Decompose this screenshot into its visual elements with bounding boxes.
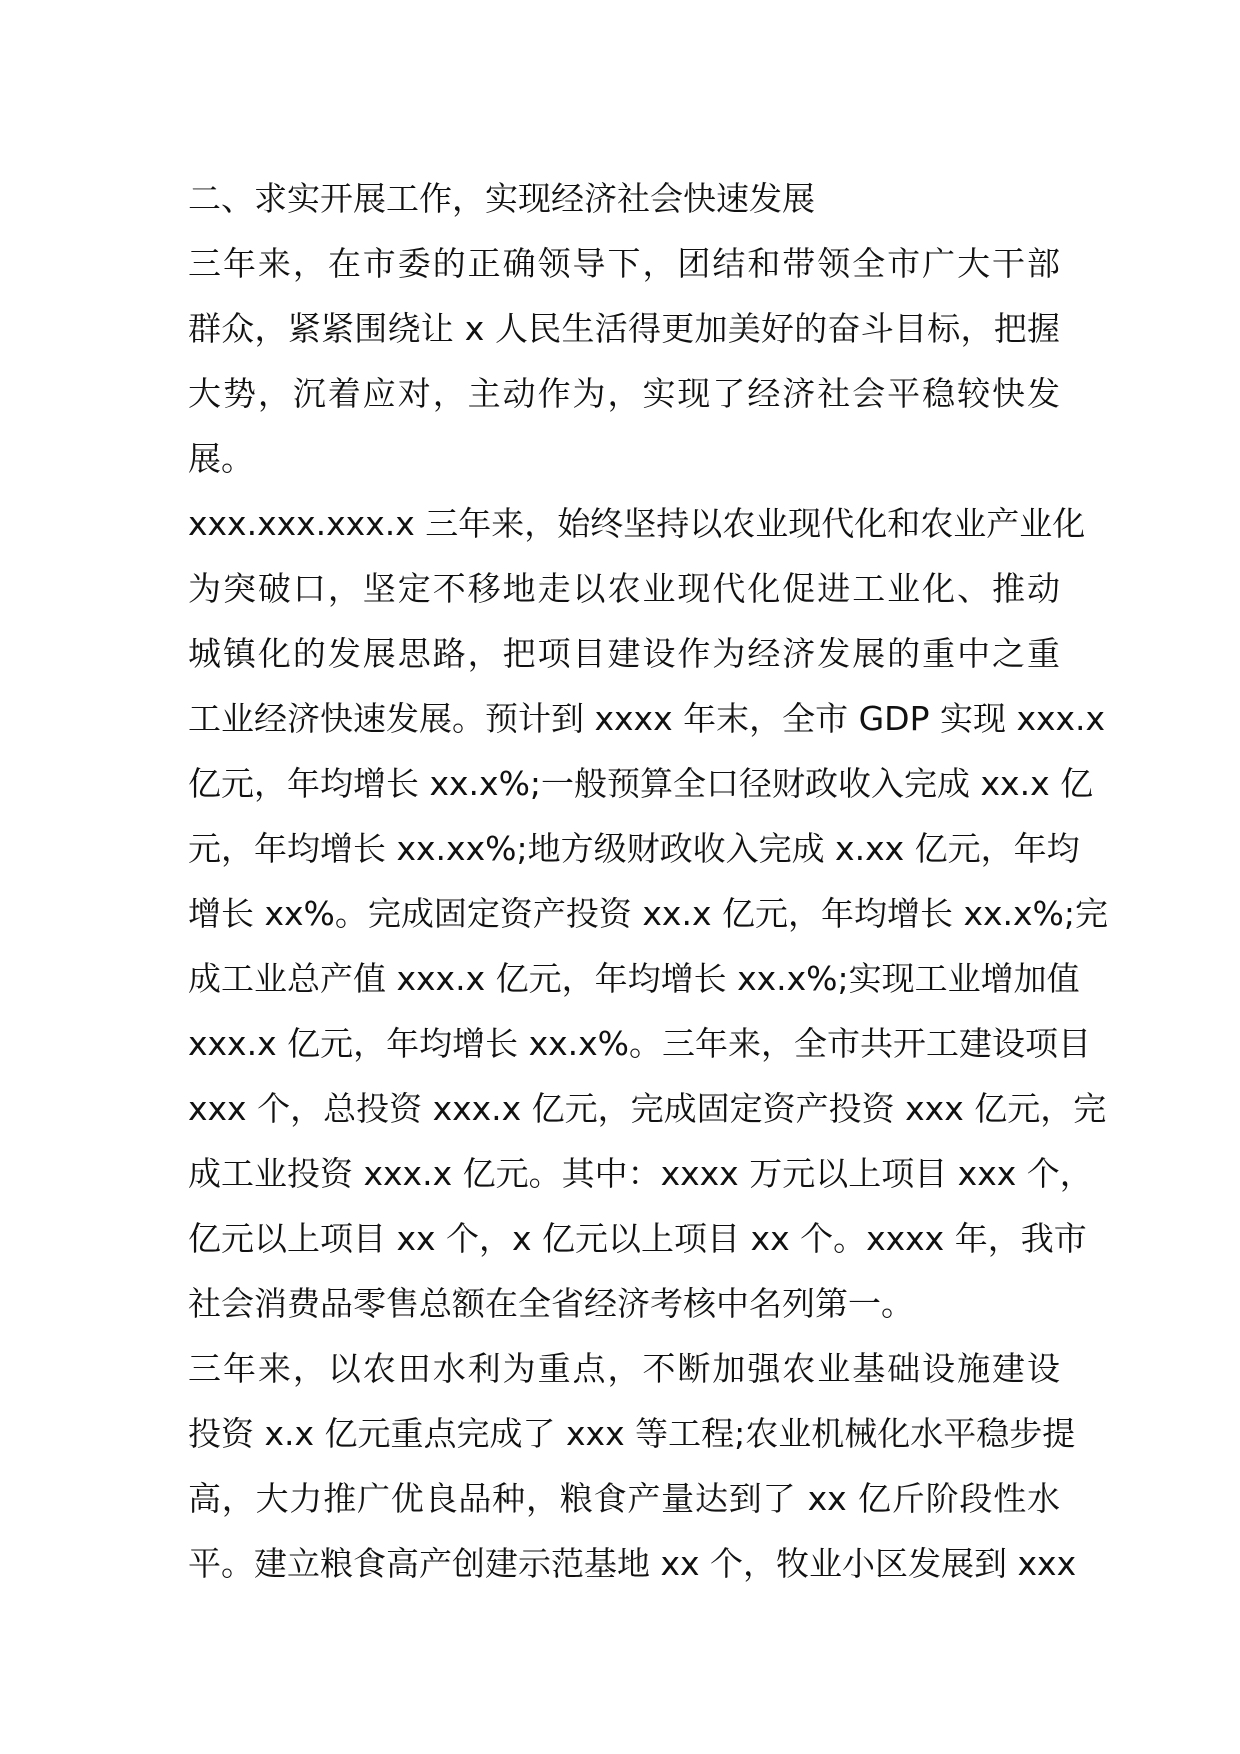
text-line: 增长 xx%。完成固定资产投资 xx.x 亿元，年均增长 xx.x%;完: [188, 894, 1109, 933]
text-line: xxx.xxx.xxx.x 三年来，始终坚持以农业现代化和农业产业化: [188, 504, 1086, 543]
document-body: [188, 166, 1109, 1596]
paragraph-1: [188, 231, 1060, 491]
text-line: 高，大力推广优良品种，粮食产量达到了 xx 亿斤阶段性水: [188, 1479, 1060, 1518]
text-line: 亿元以上项目 xx 个，x 亿元以上项目 xx 个。xxxx 年，我市: [188, 1219, 1087, 1258]
text-line: 三年来，在市委的正确领导下，团结和带领全市广大干部: [188, 244, 1060, 283]
text-line: 大势，沉着应对，主动作为，实现了经济社会平稳较快发: [188, 374, 1060, 413]
text-line: 投资 x.x 亿元重点完成了 xxx 等工程;农业机械化水平稳步提: [188, 1414, 1076, 1453]
paragraph-3: [188, 1336, 1077, 1596]
text-line: 群众，紧紧围绕让 x 人民生活得更加美好的奋斗目标，把握: [188, 309, 1060, 348]
text-line: 亿元，年均增长 xx.x%;一般预算全口径财政收入完成 xx.x 亿: [188, 764, 1094, 803]
text-line: 展。: [188, 439, 254, 478]
section-heading: 二、求实开展工作，实现经济社会快速发展: [188, 179, 815, 218]
text-line: xxx.x 亿元，年均增长 xx.x%。三年来，全市共开工建设项目: [188, 1024, 1092, 1063]
text-line: 城镇化的发展思路，把项目建设作为经济发展的重中之重: [188, 634, 1060, 673]
text-line: 社会消费品零售总额在全省经济考核中名列第一。: [188, 1284, 914, 1323]
text-line: 元，年均增长 xx.xx%;地方级财政收入完成 x.xx 亿元，年均: [188, 829, 1080, 868]
text-line: 工业经济快速发展。预计到 xxxx 年末，全市 GDP 实现 xxx.x: [188, 699, 1106, 738]
text-line: 三年来，以农田水利为重点，不断加强农业基础设施建设: [188, 1349, 1060, 1388]
text-line: xxx 个，总投资 xxx.x 亿元，完成固定资产投资 xxx 亿元，完: [188, 1089, 1107, 1128]
text-line: 成工业投资 xxx.x 亿元。其中：xxxx 万元以上项目 xxx 个，: [188, 1154, 1093, 1193]
text-line: 成工业总产值 xxx.x 亿元，年均增长 xx.x%;实现工业增加值: [188, 959, 1080, 998]
text-line: 为突破口，坚定不移地走以农业现代化促进工业化、推动: [188, 569, 1060, 608]
paragraph-2: [188, 491, 1109, 1336]
text-line: 平。建立粮食高产创建示范基地 xx 个，牧业小区发展到 xxx: [188, 1544, 1077, 1583]
